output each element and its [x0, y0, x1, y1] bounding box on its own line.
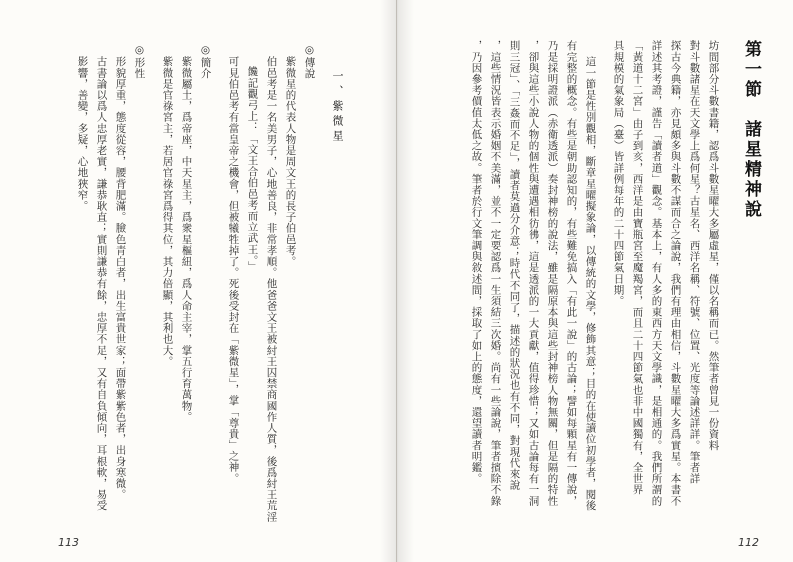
right-page-column-5: 詳述其考證，謹告「讀者道」觀念。基本上，有人多的東西方天文學識，是相通的。我們所謂的	[650, 40, 663, 507]
left-page-column-3: 紫微星的代表人物是周文王的長子伯邑考。	[284, 56, 297, 267]
right-page-column-2: 坊間部分斗數書籍，認爲斗數星曜大多屬虛星，僅以名稱而已。然筆者曾見一份資料	[707, 40, 720, 451]
right-page-column-6: 「黃道十二宮」由子到亥，西洋是由寶瓶宮至魔羯宮，而且二十四節氣也非中國獨有，全世界	[631, 40, 644, 496]
left-page-number: 113	[58, 536, 79, 549]
left-page-column-12: 古書論以爲人忠厚老實，謙恭耿直；實則謙恭有餘，忠厚不足，又有自負傾向，耳根軟，易受	[95, 56, 108, 512]
left-page-column-13: 影響，善變，多疑，心地狹窄。	[76, 56, 89, 212]
left-page-column-7: ◎簡介	[199, 44, 212, 79]
right-page-column-7: 具規模的氣象局（臺）皆詳例每年的二十四節氣日期。	[612, 40, 625, 307]
right-page-column-13: ，這些情況皆表示婚姻不美滿，並不一定要認爲一生須結三次婚。尚有一些論說，筆者擯除不錄	[489, 40, 502, 507]
left-page-column-10: ◎形性	[133, 44, 146, 79]
left-page-column-6: 可見伯邑考有當皇帝之機會，但被犧牲掉了。死後受封在「紫微星」，掌「尊貴」之神。	[227, 56, 240, 484]
right-page-column-4: 探古今典籍，亦見頗多與斗數不謀而合之論說，我們有理由相信，斗數星曜大多爲實星。本書不	[669, 40, 682, 507]
right-page-number: 112	[738, 536, 759, 549]
left-page-column-5: 饞記觀弓上：「文王合伯邑考而立武王。」	[246, 66, 259, 272]
left-page-column-1: 一、紫微星	[331, 70, 344, 145]
left-page-column-4: 伯邑考是一名美男子，心地善良，非常孝順。他爸爸文王被紂王囚禁商國作人質，後爲紂王荒淫	[265, 56, 278, 523]
left-page-column-8: 紫微屬土，爲帝座，中天星主，爲衆星樞紐，爲人命主宰，掌五行育萬物。	[180, 56, 193, 423]
right-page-column-9: 有完整的概念。有些是朝助認知的，有些難免搞入「有此一說」的古論；譬如每顆星有一傳說，	[565, 40, 578, 507]
right-page-column-10: 乃是採明證派（赤衛透派）奏封神榜的說法，雖是隔原本與這些封神榜人物無關，但是隔的特性	[546, 40, 559, 507]
left-page-column-11: 形貌厚重，態度從容，腰背肥滿。臉色青白者，出生富貴世家；面帶紫紫色者，出身寒微。	[114, 56, 127, 500]
right-page-column-12: 則三冠」、「三姦而不足」，讀者莫過分介意；時代不同了，描述的狀況也有不同，對現代來說	[508, 40, 521, 491]
right-page-column-11: ，卻與這些小說人物的個性與遭遇相彷彿，這是透派的一大貢獻，值得珍惜；又如古論每有一洞	[527, 40, 540, 507]
right-page-column-8: 這一節是性別觀相，斷章星曜擬象論，以傳統的文學，修飾其意；目的在使讀位初學者，閱後	[584, 56, 597, 512]
right-page-column-1: 第一節 諸星精神說	[741, 40, 761, 220]
right-page-column-3: 對斗數諸星在天文學上爲何星？古星名、西洋名稱、符號、位置、光度等論述詳詳。筆者詳	[688, 40, 701, 484]
left-page-column-9: 紫微是官祿宮主，若居官祿宮爲得其位，其力倍顯，其利也大。	[161, 56, 174, 367]
left-page-column-2: ◎傳說	[303, 44, 316, 79]
right-page-column-14: ，乃因參考價值太低之故。筆者於行文筆調與敘述間，採取了如上的態度，還望讀者明鑑。	[470, 40, 483, 484]
